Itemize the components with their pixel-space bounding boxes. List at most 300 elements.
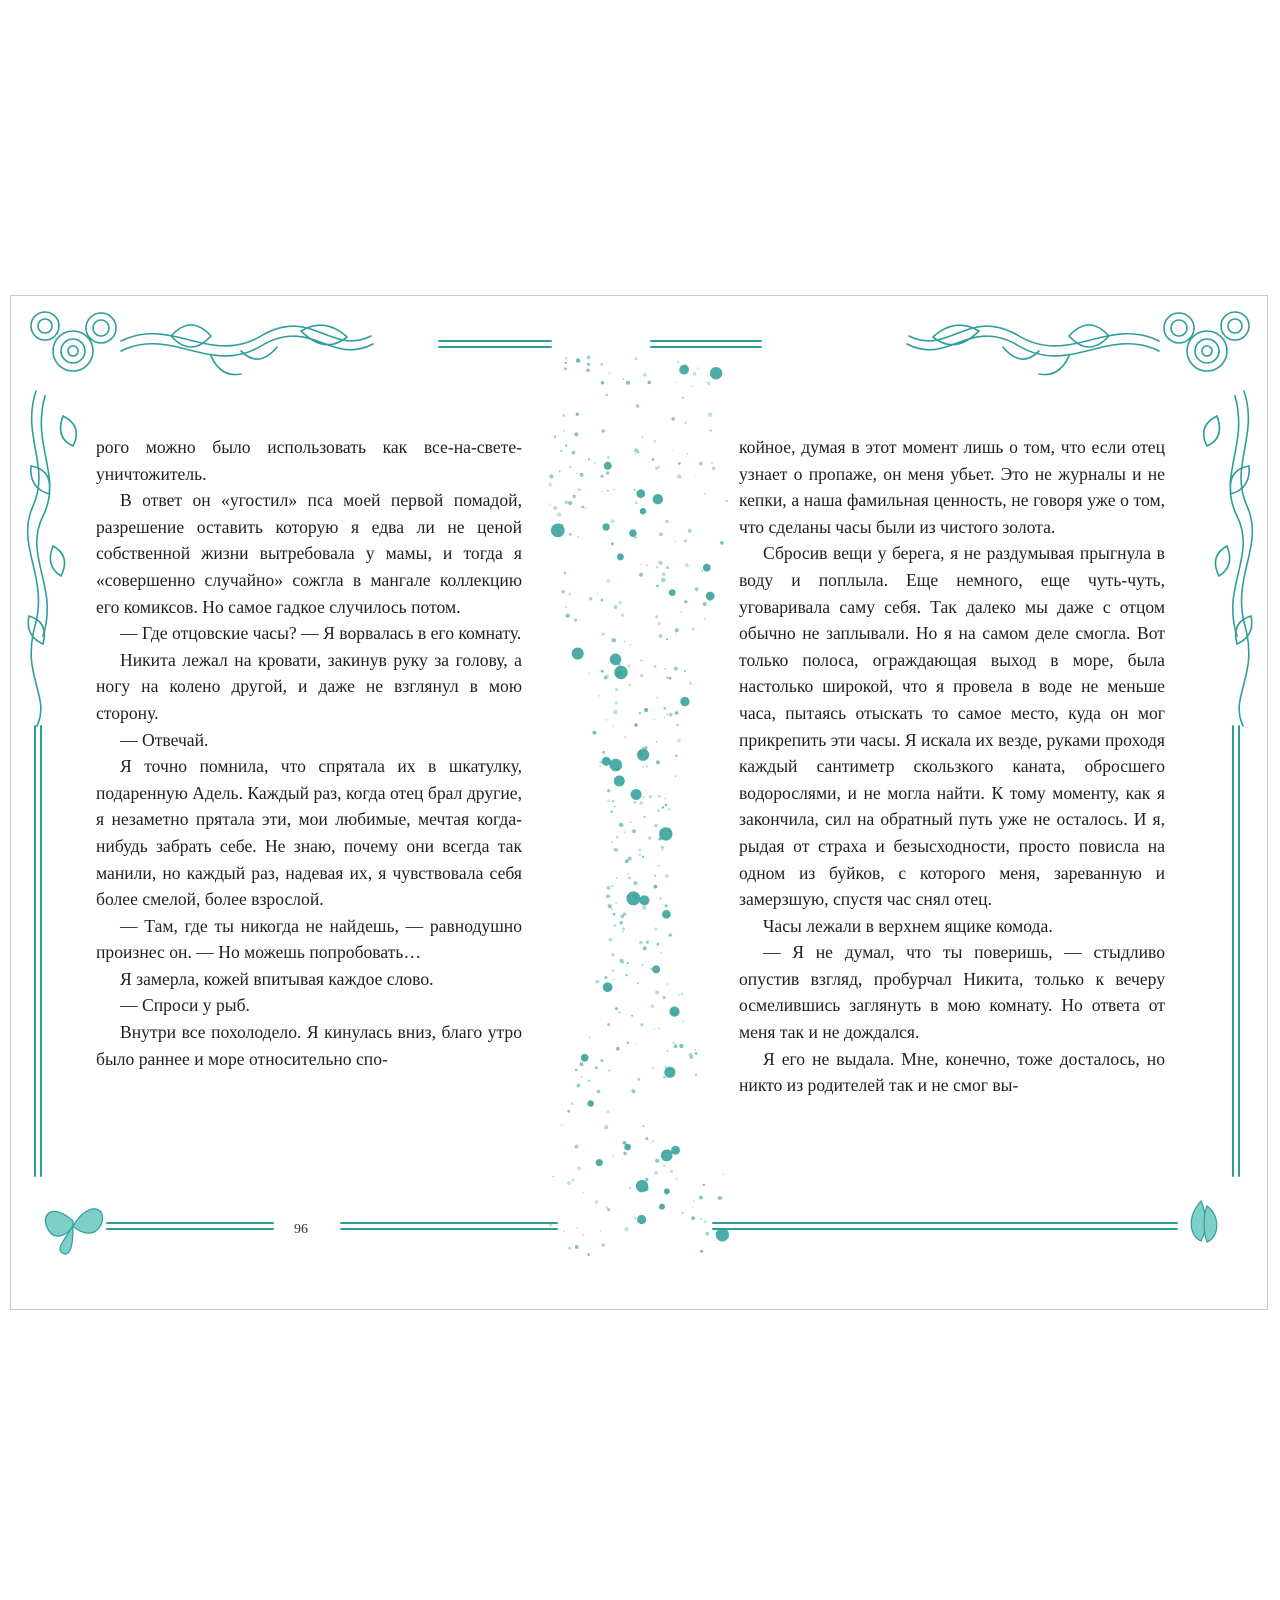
bottom-rule-left (107, 1223, 557, 1229)
ink-dot (699, 462, 703, 466)
ink-dot (652, 1140, 654, 1142)
ink-dot (642, 1125, 644, 1127)
ink-dot (655, 990, 659, 994)
ink-dot (669, 934, 672, 937)
ink-dot (564, 572, 567, 575)
ink-dot (692, 385, 694, 387)
ink-dot (614, 605, 618, 609)
ink-dot (656, 761, 657, 762)
ink-dot (606, 1110, 609, 1113)
ink-dot (601, 1243, 605, 1247)
ink-dot (574, 1145, 578, 1149)
ink-dot (674, 1044, 678, 1048)
ink-dot (600, 1230, 602, 1232)
ink-dot (613, 710, 617, 714)
ink-dot (709, 600, 711, 602)
paragraph: Я замерла, кожей впитывая каждое слово. (120, 968, 434, 989)
ink-dot (549, 483, 552, 486)
ink-dot (675, 775, 677, 777)
ink-dot (693, 372, 697, 376)
ink-dot (665, 874, 669, 878)
ink-dot (669, 589, 676, 596)
ink-dot (672, 1012, 675, 1015)
ink-dot (615, 688, 618, 691)
ink-dot (617, 553, 624, 560)
ink-dot (587, 363, 590, 366)
ink-dot (568, 501, 572, 505)
ink-dot (718, 1196, 722, 1200)
ink-dot (662, 904, 663, 905)
ink-dot (575, 1245, 579, 1249)
ink-dot (640, 753, 643, 756)
ink-dot (569, 593, 571, 595)
ink-dot (661, 848, 663, 850)
ink-dot (705, 1232, 709, 1236)
ink-dot (672, 417, 675, 420)
ink-dot (657, 809, 660, 812)
paragraph: Часы лежали в верхнем ящике комода. (763, 915, 1053, 936)
ink-dot (644, 708, 648, 712)
ink-dot (659, 1028, 660, 1029)
ink-dot (628, 876, 631, 879)
ink-dot (674, 667, 678, 671)
ink-dot (605, 394, 607, 396)
ink-dot (692, 628, 695, 631)
ink-dot (634, 723, 638, 727)
ink-dot (721, 1197, 723, 1199)
ink-dot (664, 1188, 670, 1194)
ink-dot (549, 474, 553, 478)
ink-dot (656, 943, 659, 946)
ink-dot (584, 507, 586, 509)
ink-dot (640, 659, 642, 661)
ink-dot (625, 974, 627, 976)
ink-dot (665, 668, 666, 669)
left-side-rules (35, 726, 41, 1176)
ink-dot (553, 506, 557, 510)
ink-dot (703, 602, 707, 606)
ink-dot (684, 995, 685, 996)
ink-dot (576, 413, 579, 416)
ink-dot (607, 1023, 610, 1026)
ink-dot (649, 795, 652, 798)
ink-dot (647, 939, 648, 940)
ink-dot (675, 633, 677, 635)
ink-dot (652, 458, 655, 461)
ink-dot (574, 619, 577, 622)
ink-dot (582, 1234, 584, 1236)
paragraph: — Я не думал, что ты поверишь, — стыдливо опустив взгляд, пробурчал Никита, только к вечеру осмелившись заглянуть в мою комнату. Но ответа от меня так и не дождался. (739, 942, 1165, 1043)
ink-dot (691, 1216, 695, 1220)
ink-dot (613, 913, 616, 916)
ink-dot (613, 489, 615, 491)
ink-dot (600, 1059, 603, 1062)
ink-dot (571, 1102, 574, 1105)
ink-dot (664, 798, 666, 800)
ink-dot (631, 1015, 633, 1017)
ink-dot (635, 502, 637, 504)
ink-dot (635, 454, 636, 455)
ink-dot (624, 831, 626, 833)
ink-dot (602, 429, 605, 432)
ink-dot (586, 369, 590, 373)
ink-dot (565, 444, 568, 447)
ink-dot (624, 641, 625, 642)
ink-dot (594, 463, 595, 464)
ink-dot (614, 806, 616, 808)
ink-dot (588, 673, 590, 675)
ink-dot (695, 587, 699, 591)
ink-dot (704, 618, 706, 620)
ink-dot (596, 980, 600, 984)
paragraph: Я точно помнила, что спрятала их в шкатулку, подаренную Адель. Каждый раз, когда отец брал другие, я незаметно прятала эти, мои любимые, мечтая когда-нибудь забрать себе. Не знаю, почему они всегда так манили, но каждый раз, надевая их, я чувствовала себя более смелой, более взрослой. (96, 756, 522, 910)
ink-dot (552, 1176, 554, 1178)
ink-dot (648, 883, 649, 884)
ink-dot (631, 1089, 635, 1093)
paragraph: Я его не выдала. Мне, конечно, тоже досталось, но никто из родителей так и не смог вы- (739, 1048, 1165, 1096)
ink-dot (676, 724, 679, 727)
ink-dot (589, 597, 592, 600)
ink-dot (679, 1044, 683, 1048)
ink-dot (629, 684, 631, 686)
ink-dot (613, 924, 616, 927)
ink-dot (645, 790, 646, 791)
ink-dot (669, 677, 672, 680)
ink-dot (610, 759, 623, 772)
ink-dot (677, 361, 679, 363)
ink-dot (577, 1084, 581, 1088)
ink-dot (612, 725, 614, 727)
ink-dot (666, 677, 668, 679)
ink-dot (559, 471, 561, 473)
paragraph: Никита лежал на кровати, закинув руку за голову, а ногу на колено другой, и даже не взглянул в мою сторону. (96, 649, 522, 723)
ink-dot (692, 1207, 693, 1208)
ink-dot (694, 1049, 696, 1051)
ink-dot (640, 508, 646, 514)
ink-dot (634, 448, 638, 452)
butterfly-left-icon (45, 1209, 102, 1254)
ink-dot (665, 804, 668, 807)
ink-dot (648, 836, 652, 840)
ink-dot (677, 475, 681, 479)
ink-dot (636, 1180, 648, 1192)
ink-dot (655, 467, 657, 469)
paragraph: койное, думая в этот момент лишь о том, что если отец узнает о пропаже, он меня убьет. Это не журналы и не кепки, а наша фамильная ценность, не говоря уже о том, что сделаны часы были из чистого золота. (739, 437, 1165, 537)
ink-dot (635, 1044, 636, 1045)
ink-dot (602, 633, 605, 636)
ink-dot (569, 533, 572, 536)
ink-dot (677, 738, 681, 742)
paragraph: рого можно было использовать как все-на-свете-уничтожитель. (96, 437, 522, 484)
ink-dot (716, 1228, 729, 1241)
ink-dot (670, 1170, 673, 1173)
ink-dot (678, 994, 680, 996)
ink-dot (580, 1062, 584, 1066)
ink-dot (662, 910, 671, 919)
ink-dot (566, 614, 570, 618)
ink-dot (701, 570, 703, 572)
ink-dot (618, 1011, 620, 1013)
ink-dot (675, 382, 677, 384)
ink-dot (601, 599, 604, 602)
ink-dot (606, 719, 608, 721)
ink-dot (671, 1146, 680, 1155)
ink-dot (697, 368, 698, 369)
ink-dot (606, 763, 608, 765)
ink-dot (612, 1155, 614, 1157)
ink-dot (663, 1076, 665, 1078)
ink-dot (658, 561, 662, 565)
ink-dot (565, 501, 569, 505)
ink-dot (650, 968, 652, 970)
ink-dot (624, 1144, 631, 1151)
ink-dot (657, 586, 658, 587)
ink-dot (668, 808, 670, 810)
ink-dot (622, 915, 624, 917)
ink-dot (675, 541, 676, 542)
ink-dot (640, 1023, 643, 1026)
ink-dot (639, 712, 641, 714)
ink-dot (662, 996, 665, 999)
paragraph: — Где отцовские часы? — Я ворвалась в его комнату. (120, 623, 522, 644)
ink-dot (687, 453, 689, 455)
right-page-text (739, 434, 1165, 1099)
ink-dot (652, 1067, 654, 1069)
ink-dot (680, 611, 681, 612)
ink-dot (627, 873, 629, 875)
ink-dot (622, 962, 624, 964)
ink-dot (688, 529, 692, 533)
ink-dot (638, 1078, 641, 1081)
ink-dot (577, 1166, 581, 1170)
ink-dot (624, 1227, 628, 1231)
ink-dot (639, 941, 643, 945)
ink-dot (611, 953, 614, 956)
ink-dot (666, 638, 668, 640)
top-rule-left (439, 341, 551, 347)
ink-dot (696, 1054, 697, 1055)
ink-dot (563, 1231, 564, 1232)
ink-dot (684, 364, 687, 367)
ink-dot (576, 358, 580, 362)
ink-dot (656, 566, 659, 569)
paragraph: Внутри все похолодело. Я кинулась вниз, благо утро было раннее и море относительно спо- (96, 1022, 522, 1069)
ink-dot (560, 450, 562, 452)
ink-dot (623, 912, 627, 916)
ink-dot (639, 801, 643, 805)
ink-dot (693, 1200, 695, 1202)
ink-dot (600, 363, 603, 366)
ink-dot (663, 707, 666, 710)
ink-dot (661, 1150, 673, 1162)
ink-dot (582, 506, 585, 509)
ink-dot (611, 519, 615, 523)
ink-dot (603, 982, 613, 992)
ink-dot (669, 1007, 679, 1017)
ink-dot (568, 1247, 571, 1250)
ink-dot (623, 1152, 626, 1155)
ink-dot (606, 1206, 609, 1209)
ink-dot (656, 760, 660, 764)
ink-dot (707, 382, 711, 386)
ink-dot (612, 979, 614, 981)
ink-dot (598, 694, 600, 696)
ink-dot (720, 541, 724, 545)
ink-dot (662, 572, 666, 576)
ink-dot (667, 1050, 669, 1052)
ink-dot (661, 846, 664, 849)
ink-dot (706, 1220, 707, 1221)
ink-dot (607, 799, 610, 802)
ink-dot (602, 751, 605, 754)
paragraph: Сбросив вещи у берега, я не раздумывая прыгнула в воду и поплыла. Еще немного, еще чуть-чуть, уговаривала саму себя. Так далеко мы даже с отцом обычно не заплывали. Но я на самом деле смогла. Вот только полоса, ограждающая выход в море, была настолько широкой, что я провела в воде не меньше часа, пытаясь отыскать то самое место, куда он мог прикрепить эти часы. Я искала их везде, руками проходя каждый сантиметр скользкого каната, обросшего водорослями, и не могла найти. К тому моменту, как я закончила, сил на обратный путь уже не осталось. И я, рыдая от страха и безысходности, просто повисла на одном из буйков, с которого меня, зареванную и замерзшую, спустя час снял отец. (739, 543, 1165, 910)
ink-dot (666, 566, 669, 569)
ink-dot (637, 982, 639, 984)
ink-dot (659, 898, 661, 900)
page-number: 96 (294, 1222, 308, 1237)
ink-dot (612, 638, 616, 642)
ink-dot (602, 491, 603, 492)
ink-dot (574, 432, 578, 436)
ink-dot (614, 848, 618, 852)
ink-dot (638, 848, 641, 851)
ink-dot (689, 1053, 693, 1057)
ink-dot (672, 450, 673, 451)
ink-dot (639, 895, 649, 905)
ink-dot (619, 671, 623, 675)
ink-dot (557, 512, 561, 516)
ink-dot (664, 1067, 675, 1078)
ink-dot (667, 1069, 670, 1072)
ink-dot (643, 946, 647, 950)
ink-dot (562, 414, 565, 417)
ink-dot (605, 976, 608, 979)
ink-dot (627, 1042, 629, 1044)
ink-dot (624, 736, 627, 739)
ink-dot (675, 755, 678, 758)
ink-dot (596, 1159, 603, 1166)
ink-dot (725, 500, 727, 502)
ink-dot (695, 1074, 697, 1076)
ink-dot (588, 1080, 591, 1083)
ink-dot (642, 437, 643, 438)
ink-dot (682, 397, 684, 399)
ink-dot (633, 489, 636, 492)
ink-dot (630, 644, 631, 645)
ink-dot (608, 904, 612, 908)
ink-dot (644, 816, 646, 818)
ink-dot (666, 714, 668, 716)
ink-dot (658, 865, 660, 867)
ink-dot (595, 1200, 599, 1204)
ink-dot (684, 540, 687, 543)
ink-dot (654, 824, 657, 827)
ink-dot (563, 430, 565, 432)
ink-dot (659, 1204, 665, 1210)
ink-dot (565, 362, 567, 364)
ink-dot (639, 573, 643, 577)
ink-dot (646, 766, 648, 768)
ink-dot (615, 902, 617, 904)
ink-dot (630, 821, 632, 823)
ink-dot (607, 456, 610, 459)
ink-dot (665, 904, 668, 907)
ink-dot (593, 731, 597, 735)
ink-dot (573, 495, 576, 498)
ink-dot (703, 564, 711, 572)
paragraph: В ответ он «угостил» пса моей первой помадой, разрешение оставить которую я едва ли не ценой собственной жизни вытребовала у мамы, и тогда я «совершенно случайно» сожгла в мангале коллекцию его комиксов. Но самое гадкое случилось потом. (96, 490, 522, 617)
ink-dot (661, 952, 663, 954)
ink-dot (656, 697, 657, 698)
ink-dot (581, 1054, 589, 1062)
ink-dot (655, 1159, 659, 1163)
ink-dot (627, 857, 631, 861)
ink-dot (654, 875, 656, 877)
ink-dot (681, 993, 683, 995)
ink-dot (654, 1028, 655, 1029)
ink-dot (664, 717, 666, 719)
ink-dot (608, 1070, 610, 1072)
ink-dot (654, 665, 657, 668)
ink-dot (640, 564, 641, 565)
ink-dot (578, 488, 581, 491)
ink-dot (566, 607, 568, 609)
ink-dot (607, 490, 609, 492)
ink-dot (577, 536, 579, 538)
ink-dot (632, 829, 636, 833)
ink-dot (642, 856, 644, 858)
ink-dot (642, 906, 646, 910)
ink-dot (646, 565, 648, 567)
ink-dot (648, 381, 651, 384)
ink-dot (604, 1125, 608, 1129)
ink-dot (572, 648, 584, 660)
ink-dot (610, 810, 613, 813)
ink-dot (601, 475, 604, 478)
ink-dot (619, 823, 623, 827)
ink-dot (612, 885, 614, 887)
ink-dot (623, 378, 625, 380)
ink-dot (656, 741, 657, 742)
ink-dot (619, 601, 622, 604)
ink-dot (682, 1212, 684, 1214)
ink-dot (611, 841, 613, 843)
ink-dot (653, 494, 663, 504)
ink-dot (564, 367, 567, 370)
ink-dot (622, 931, 623, 932)
ink-dot (618, 663, 621, 666)
ink-dot (597, 593, 599, 595)
ink-dot (605, 674, 609, 678)
ink-dot (606, 894, 610, 898)
ink-dot (654, 1171, 658, 1175)
ink-dot (567, 1181, 571, 1185)
ink-dot (623, 1141, 627, 1145)
ink-dot (631, 789, 642, 800)
ink-dot (606, 471, 610, 475)
ink-dot (666, 983, 668, 985)
ink-dot (621, 614, 624, 617)
ink-dot (627, 962, 629, 964)
ink-dot (571, 1178, 574, 1181)
ink-dot (657, 622, 660, 625)
ink-dot (604, 462, 612, 470)
ink-dot (669, 713, 673, 717)
ink-dot (626, 891, 640, 905)
butterfly-right-icon (1191, 1201, 1217, 1242)
ink-dot (645, 1137, 648, 1140)
ink-dot (642, 747, 644, 749)
